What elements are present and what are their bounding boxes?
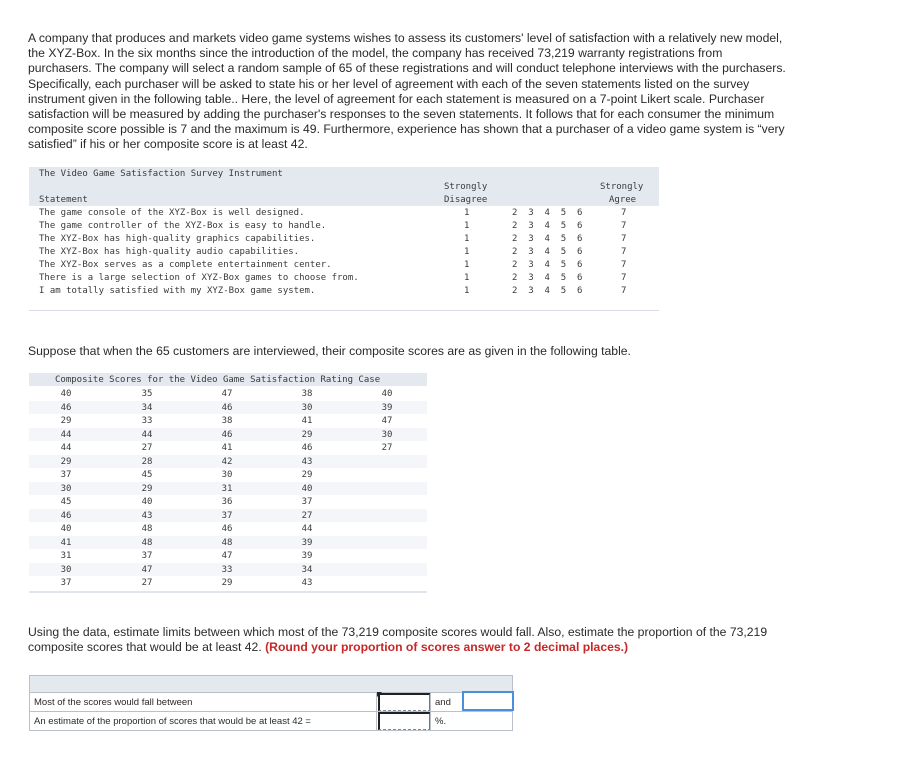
score-cell: 37 xyxy=(221,510,233,521)
score-cell: 48 xyxy=(141,524,153,534)
score-cell: 34 xyxy=(141,402,153,413)
strongly-agree-header-2: Agree xyxy=(609,195,637,205)
score-cell: 40 xyxy=(60,524,72,534)
score-cell: 46 xyxy=(301,443,313,453)
answer-col-divider xyxy=(430,693,431,712)
score-cell: 30 xyxy=(301,402,313,413)
score-cell: 46 xyxy=(221,402,233,413)
answer-header-band xyxy=(29,675,513,693)
scale-mid-values: 2 3 4 5 6 xyxy=(512,286,583,296)
score-cell: 27 xyxy=(301,510,313,521)
table-row xyxy=(29,468,427,481)
score-cell: 37 xyxy=(60,470,72,480)
table-row xyxy=(29,441,427,454)
score-cell: 40 xyxy=(381,389,393,399)
scale-high-value: 7 xyxy=(621,221,627,231)
scale-high-value: 7 xyxy=(621,260,627,270)
score-cell: 35 xyxy=(141,389,153,399)
answer-col-divider xyxy=(430,712,431,731)
score-cell: 29 xyxy=(141,483,153,494)
table-row xyxy=(29,536,427,549)
survey-header-band xyxy=(29,180,659,206)
table-row xyxy=(29,414,427,427)
score-cell: 33 xyxy=(221,564,233,575)
score-cell: 30 xyxy=(60,564,72,575)
scale-high-value: 7 xyxy=(621,273,627,283)
score-cell: 27 xyxy=(141,578,153,588)
score-cell: 30 xyxy=(60,483,72,494)
score-cell: 48 xyxy=(221,537,233,548)
scale-low-value: 1 xyxy=(464,221,470,231)
lower-limit-input[interactable] xyxy=(378,693,431,711)
rounding-instruction: (Round your proportion of scores answer to 2 decimal places.) xyxy=(265,640,629,655)
survey-statement: I am totally satisfied with my XYZ-Box game system. xyxy=(39,286,316,296)
score-cell: 43 xyxy=(141,510,153,521)
score-cell: 45 xyxy=(60,497,72,507)
score-cell: 31 xyxy=(60,551,72,561)
table-row xyxy=(29,495,427,508)
problem-intro: A company that produces and markets video game systems wishes to assess its customers' level of satisfaction with a relatively new model, the XYZ-Box. In the six months since the introduction of the model, the company has received 73,219 warranty registrations from purchasers. The company will select a random sample of 65 of these registrations and will conduct telephone interviews with the purchasers. Specifically, each purchaser will be asked to state his or her level of agreement with each of the seven statements listed on the survey instrument given in the following table.. Here, the level of agreement for each statement is measured on a 7-point Likert scale. Purchaser satisfaction will be measured by adding the purchaser's responses to the seven statements. It follows that for each consumer the minimum composite score possible is 7 and the maximum is 49. Furthermore, experience has shown that a purchaser of a video game system is “very satisfied” if his or her composite score is at least 42. xyxy=(28,31,786,152)
scale-low-value: 1 xyxy=(464,208,470,218)
proportion-label: An estimate of the proportion of scores that would be at least 42 = xyxy=(34,716,311,727)
score-cell: 47 xyxy=(221,389,233,399)
score-cell: 36 xyxy=(221,497,233,507)
scores-caption: Composite Scores for the Video Game Satisfaction Rating Case xyxy=(29,373,427,386)
score-cell: 47 xyxy=(141,564,153,575)
score-cell: 43 xyxy=(301,456,313,467)
score-cell: 46 xyxy=(60,510,72,521)
score-cell: 46 xyxy=(221,429,233,440)
score-cell: 30 xyxy=(381,429,393,440)
upper-limit-input[interactable] xyxy=(462,691,514,711)
scale-low-value: 1 xyxy=(464,286,470,296)
survey-statement: The XYZ-Box serves as a complete entertainment center. xyxy=(39,260,332,270)
table-row xyxy=(29,549,427,562)
answer-row-limits xyxy=(29,693,513,712)
scale-low-value: 1 xyxy=(464,234,470,244)
strongly-disagree-header-1: Strongly xyxy=(444,182,488,192)
score-cell: 47 xyxy=(381,416,393,426)
score-cell: 33 xyxy=(141,416,153,426)
score-cell: 29 xyxy=(221,578,233,588)
scale-mid-values: 2 3 4 5 6 xyxy=(512,234,583,244)
score-cell: 39 xyxy=(301,537,313,548)
table-row xyxy=(29,509,427,522)
strongly-disagree-header-2: Disagree xyxy=(444,195,488,205)
score-cell: 37 xyxy=(60,578,72,588)
scale-high-value: 7 xyxy=(621,208,627,218)
score-cell: 42 xyxy=(221,456,233,467)
score-cell: 41 xyxy=(221,443,233,453)
score-cell: 43 xyxy=(301,578,313,588)
scale-low-value: 1 xyxy=(464,273,470,283)
scale-high-value: 7 xyxy=(621,247,627,257)
score-cell: 34 xyxy=(301,564,313,575)
strongly-agree-header-1: Strongly xyxy=(600,182,644,192)
score-cell: 29 xyxy=(60,456,72,467)
table-row xyxy=(29,401,427,414)
score-cell: 37 xyxy=(301,497,313,507)
score-cell: 30 xyxy=(221,470,233,480)
table-row xyxy=(29,482,427,495)
score-cell: 38 xyxy=(301,389,313,399)
score-cell: 44 xyxy=(301,524,313,534)
answer-col-divider xyxy=(376,712,377,731)
proportion-input[interactable] xyxy=(378,712,431,730)
question-body: Using the data, estimate limits between which most of the 73,219 composite scores would fall. Also, estimate the proportion of the 73,219 composite scores that would be at least 42. xyxy=(28,625,768,655)
table-row xyxy=(29,428,427,441)
percent-unit-label: %. xyxy=(435,716,447,727)
answer-row-proportion xyxy=(29,712,513,731)
and-label: and xyxy=(435,697,451,708)
scale-mid-values: 2 3 4 5 6 xyxy=(512,221,583,231)
score-cell: 29 xyxy=(60,416,72,426)
score-cell: 31 xyxy=(221,483,233,494)
score-cell: 38 xyxy=(221,416,233,426)
score-cell: 27 xyxy=(381,443,393,453)
score-cell: 44 xyxy=(60,429,72,440)
scale-mid-values: 2 3 4 5 6 xyxy=(512,260,583,270)
question-text xyxy=(28,625,788,655)
survey-caption: The Video Game Satisfaction Survey Instrument xyxy=(29,167,659,180)
scale-high-value: 7 xyxy=(621,286,627,296)
scale-mid-values: 2 3 4 5 6 xyxy=(512,247,583,257)
score-cell: 48 xyxy=(141,537,153,548)
score-cell: 39 xyxy=(381,402,393,413)
score-cell: 28 xyxy=(141,456,153,467)
score-cell: 46 xyxy=(60,402,72,413)
score-cell: 37 xyxy=(141,551,153,561)
score-cell: 40 xyxy=(141,497,153,507)
score-cell: 41 xyxy=(60,537,72,548)
score-cell: 40 xyxy=(60,389,72,399)
score-cell: 29 xyxy=(301,429,313,440)
table-row xyxy=(29,563,427,576)
score-cell: 29 xyxy=(301,470,313,480)
survey-statement: The XYZ-Box has high-quality audio capabilities. xyxy=(39,247,300,257)
survey-statement: The game console of the XYZ-Box is well designed. xyxy=(39,208,305,218)
table-row xyxy=(29,455,427,468)
scale-mid-values: 2 3 4 5 6 xyxy=(512,208,583,218)
composite-scores-table xyxy=(29,373,427,593)
score-cell: 44 xyxy=(141,429,153,440)
survey-statement: The XYZ-Box has high-quality graphics capabilities. xyxy=(39,234,316,244)
table-row xyxy=(29,387,427,400)
score-cell: 46 xyxy=(221,524,233,534)
scale-low-value: 1 xyxy=(464,247,470,257)
statement-header: Statement xyxy=(39,195,88,205)
score-cell: 45 xyxy=(141,470,153,480)
survey-instrument-table xyxy=(29,167,659,311)
answer-table xyxy=(29,675,513,731)
survey-statement: There is a large selection of XYZ-Box games to choose from. xyxy=(39,273,359,283)
scores-intro-text: Suppose that when the 65 customers are interviewed, their composite scores are as given in the following table. xyxy=(28,344,631,358)
table-row xyxy=(29,522,427,535)
scale-low-value: 1 xyxy=(464,260,470,270)
score-cell: 41 xyxy=(301,416,313,426)
table-row xyxy=(29,576,427,589)
scale-high-value: 7 xyxy=(621,234,627,244)
score-cell: 47 xyxy=(221,551,233,561)
score-cell: 40 xyxy=(301,483,313,494)
limits-label: Most of the scores would fall between xyxy=(34,697,193,708)
scale-mid-values: 2 3 4 5 6 xyxy=(512,273,583,283)
survey-statement: The game controller of the XYZ-Box is easy to handle. xyxy=(39,221,327,231)
score-cell: 44 xyxy=(60,443,72,453)
score-cell: 39 xyxy=(301,551,313,561)
score-cell: 27 xyxy=(141,443,153,453)
